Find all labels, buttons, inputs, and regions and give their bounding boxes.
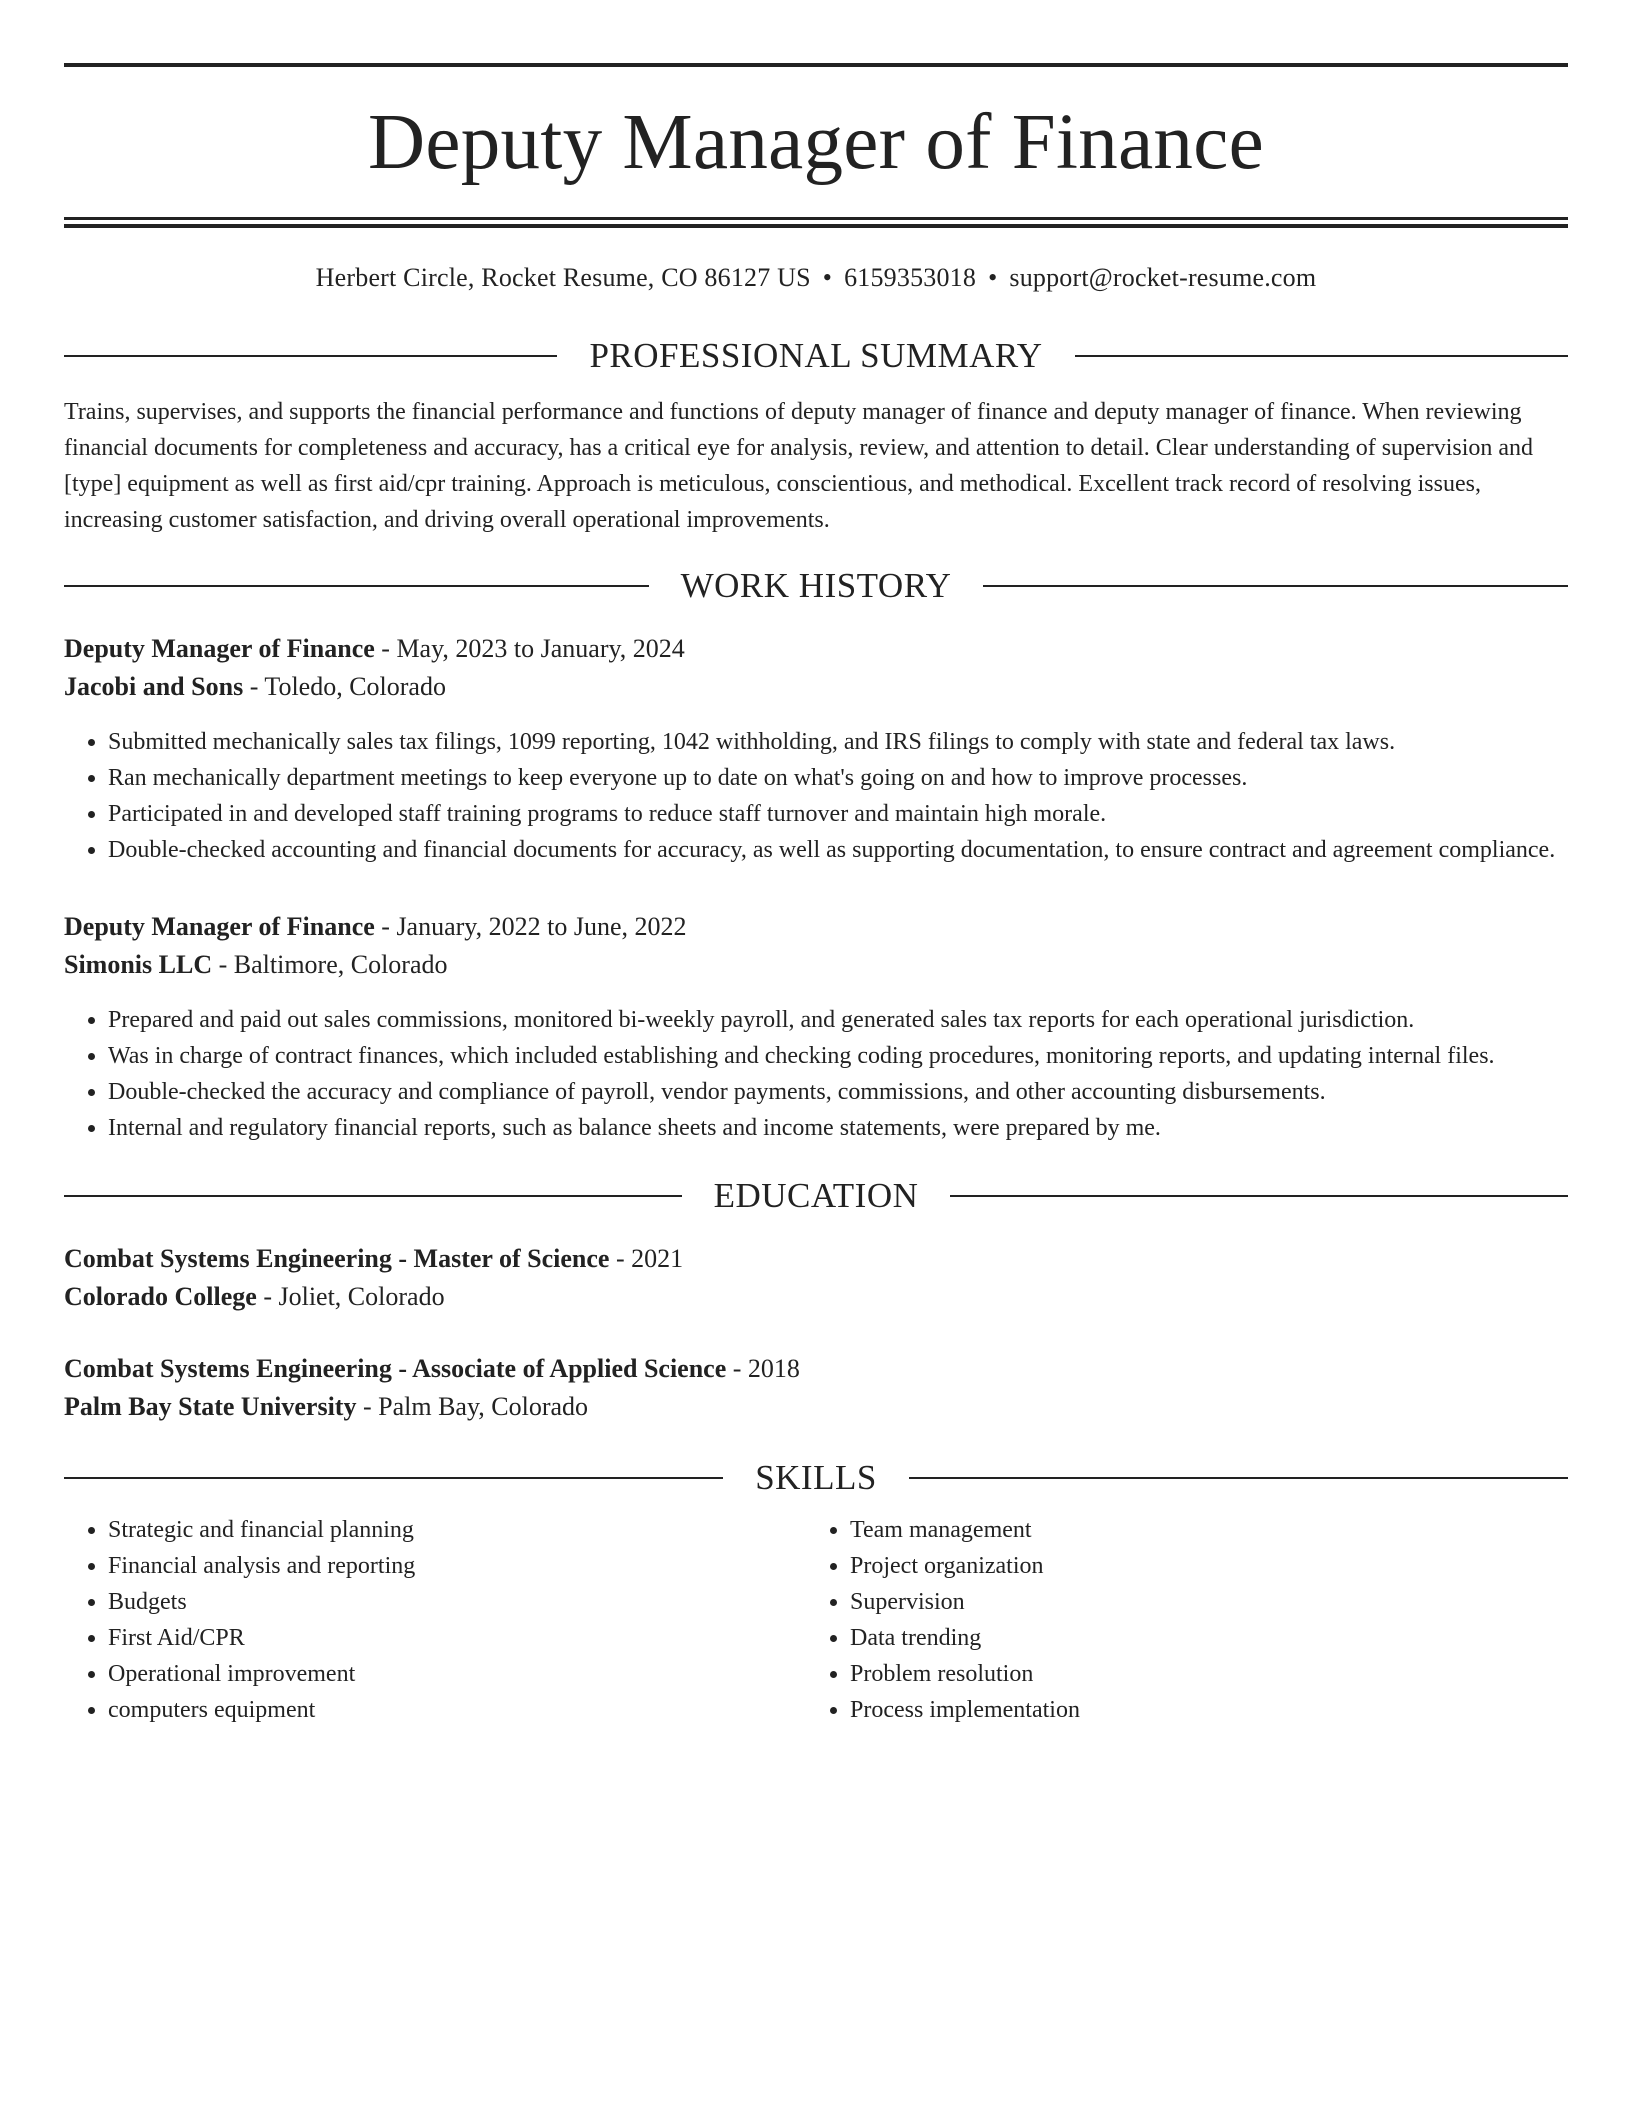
summary-heading-label: PROFESSIONAL SUMMARY	[589, 336, 1043, 375]
skills-heading-label: SKILLS	[755, 1458, 877, 1497]
job-location: - Baltimore, Colorado	[212, 950, 448, 979]
education-degree-row	[64, 1240, 1568, 1278]
education-location: - Palm Bay, Colorado	[356, 1392, 589, 1421]
education-degree: Combat Systems Engineering - Associate of Applied Science	[64, 1354, 727, 1383]
heading-rule-left	[64, 1195, 682, 1197]
list-item: • Team management	[850, 1512, 1548, 1548]
education-degree: Combat Systems Engineering - Master of Science	[64, 1244, 610, 1273]
list-item: • Operational improvement	[108, 1656, 806, 1692]
contact-line	[64, 260, 1568, 296]
summary-text: Trains, supervises, and supports the financial performance and functions of deputy manager of finance and deputy manager of finance. When reviewing financial documents for completeness and accuracy, has a critical eye for analysis, review, and attention to detail. Clear understanding of supervision and [type] equipment as well as first aid/cpr training. Approach is meticulous, conscientious, and methodical. Excellent track record of resolving issues, increasing customer satisfaction, and driving overall operational improvements.	[64, 399, 1534, 533]
education-entry	[64, 1350, 1568, 1426]
education-school: Colorado College	[64, 1282, 257, 1311]
education-degree-row	[64, 1350, 1568, 1388]
job-location: - Toledo, Colorado	[243, 672, 446, 701]
skills-columns	[64, 1512, 1568, 1728]
job-title-row	[64, 630, 1568, 668]
list-item: • Project organization	[850, 1548, 1548, 1584]
education-school-row	[64, 1388, 1568, 1426]
contact-address: Herbert Circle, Rocket Resume, CO 86127 US	[315, 263, 811, 292]
heading-rule-right	[983, 585, 1568, 587]
list-item: • Prepared and paid out sales commissions, monitored bi-weekly payroll, and generated sales tax reports for each operational jurisdiction.	[108, 1002, 1568, 1038]
heading-rule-right	[909, 1477, 1568, 1479]
list-item: • Submitted mechanically sales tax filings, 1099 reporting, 1042 withholding, and IRS filings to comply with state and federal tax laws.	[108, 724, 1568, 760]
header-double-rule	[64, 217, 1568, 228]
list-item: • Internal and regulatory financial reports, such as balance sheets and income statements, were prepared by me.	[108, 1110, 1568, 1146]
job-bullets	[64, 724, 1568, 868]
list-item: • Budgets	[108, 1584, 806, 1620]
education-school: Palm Bay State University	[64, 1392, 357, 1421]
list-item: • First Aid/CPR	[108, 1620, 806, 1656]
job-title: Deputy Manager of Finance	[64, 634, 375, 663]
job-dates: - May, 2023 to January, 2024	[374, 634, 685, 663]
list-item: • Financial analysis and reporting	[108, 1548, 806, 1584]
job-title-row	[64, 908, 1568, 946]
list-item: • Ran mechanically department meetings to keep everyone up to date on what's going on and how to improve processes.	[108, 760, 1568, 796]
list-item: • Strategic and financial planning	[108, 1512, 806, 1548]
list-item: • Double-checked the accuracy and compliance of payroll, vendor payments, commissions, and other accounting disbursements.	[108, 1074, 1568, 1110]
list-item: • Participated in and developed staff training programs to reduce staff turnover and maintain high morale.	[108, 796, 1568, 832]
job-company: Jacobi and Sons	[64, 672, 244, 701]
list-item: • Was in charge of contract finances, which included establishing and checking coding procedures, monitoring reports, and updating internal files.	[108, 1038, 1568, 1074]
education-year: - 2018	[726, 1354, 800, 1383]
list-item: • Process implementation	[850, 1692, 1548, 1728]
education-year: - 2021	[609, 1244, 684, 1273]
contact-email: support@rocket-resume.com	[1009, 263, 1317, 292]
job-company-row	[64, 946, 1568, 984]
contact-phone: 6159353018	[844, 263, 977, 292]
education-section-heading	[64, 1174, 1568, 1218]
heading-rule-left	[64, 355, 557, 357]
list-item: • Double-checked accounting and financial documents for accuracy, as well as supporting documentation, to ensure contract and agreement compliance.	[108, 832, 1568, 868]
skills-list-right	[806, 1512, 1548, 1728]
work-section-heading	[64, 564, 1568, 608]
summary-section-heading	[64, 334, 1568, 378]
list-item: • Supervision	[850, 1584, 1548, 1620]
skills-section-heading	[64, 1456, 1568, 1500]
heading-rule-right	[950, 1195, 1568, 1197]
heading-rule-right	[1075, 355, 1568, 357]
contact-separator: •	[822, 263, 833, 292]
education-entry	[64, 1240, 1568, 1316]
resume-title: Deputy Manager of Finance	[368, 99, 1264, 186]
job-entry	[64, 908, 1568, 1146]
header-top-rule	[64, 63, 1568, 67]
heading-rule-left	[64, 585, 649, 587]
heading-rule-left	[64, 1477, 723, 1479]
resume-page	[64, 63, 1568, 1728]
job-company: Simonis LLC	[64, 950, 213, 979]
list-item: • Data trending	[850, 1620, 1548, 1656]
work-heading-label: WORK HISTORY	[680, 566, 952, 605]
job-company-row	[64, 668, 1568, 706]
education-school-row	[64, 1278, 1568, 1316]
skills-list-left	[64, 1512, 806, 1728]
education-heading-label: EDUCATION	[713, 1176, 919, 1215]
contact-separator: •	[988, 263, 998, 292]
job-dates: - January, 2022 to June, 2022	[374, 912, 687, 941]
list-item: • Problem resolution	[850, 1656, 1548, 1692]
job-entry	[64, 630, 1568, 868]
education-location: - Joliet, Colorado	[256, 1282, 445, 1311]
job-title: Deputy Manager of Finance	[64, 912, 375, 941]
list-item: • computers equipment	[108, 1692, 806, 1728]
job-bullets	[64, 1002, 1568, 1146]
